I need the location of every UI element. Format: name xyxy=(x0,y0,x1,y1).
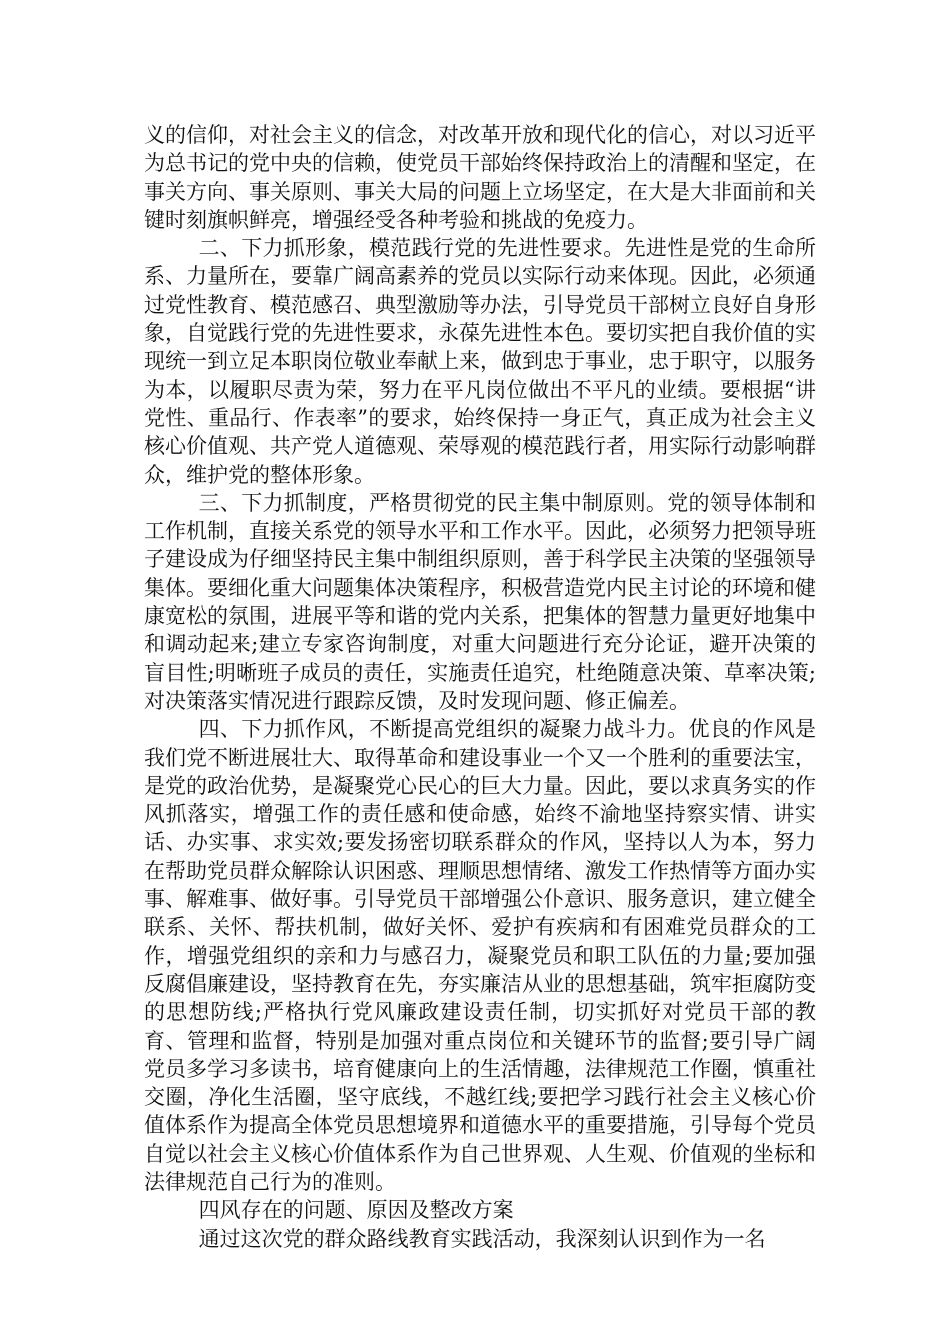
document-page xyxy=(144,121,816,1253)
section-title: 四风存在的问题、原因及整改方案 xyxy=(198,1198,514,1223)
paragraph-intro: 通过这次党的群众路线教育实践活动，我深刻认识到作为一名 xyxy=(198,1226,766,1251)
paragraph-work-style: 四、下力抓作风，不断提高党组织的凝聚力战斗力。优良的作风是我们党不断进展壮大、取得革命和建设事业一个又一个胜利的重要法宝，是党的政治优势，是凝聚党心民心的巨大力量。因此，要以求真务实的作风抓落实，增强工作的责任感和使命感，始终不渝地坚持察实情、讲实话、办实事、求实效;要发扬密切联系群众的作风，坚持以人为本，努力在帮助党员群众解除认识困惑、理顺思想情绪、激发工作热情等方面办实事、解难事、做好事。引导党员干部增强公仆意识、服务意识，建立健全联系、关怀、帮扶机制，做好关怀、爱护有疾病和有困难党员群众的工作，增强党组织的亲和力与感召力，凝聚党员和职工队伍的力量;要加强反腐倡廉建设，坚持教育在先，夯实廉洁从业的思想基础，筑牢拒腐防变的思想防线;严格执行党风廉政建设责任制，切实抓好对党员干部的教育、管理和监督，特别是加强对重点岗位和关键环节的监督;要引导广阔党员多学习多读书，培育健康向上的生活情趣，法律规范工作圈，慎重社交圈，净化生活圈，坚守底线，不越红线;要把学习践行社会主义核心价值体系作为提高全体党员思想境界和道德水平的重要措施，引导每个党员自觉以社会主义核心价值体系作为自己世界观、人生观、价值观的坐标和法律规范自己行为的准则。 xyxy=(144,717,816,1194)
paragraph-image-building: 二、下力抓形象，模范践行党的先进性要求。先进性是党的生命所系、力量所在，要靠广阔高素养的党员以实际行动来体现。因此，必须通过党性教育、模范感召、典型激励等办法，引导党员干部树立良好自身形象，自觉践行党的先进性要求，永葆先进性本色。要切实把自我价值的实现统一到立足本职岗位敬业奉献上来，做到忠于事业，忠于职守，以服务为本，以履职尽责为荣，努力在平凡岗位做出不平凡的业绩。要根据“讲党性、重品行、作表率”的要求，始终保持一身正气，真正成为社会主义核心价值观、共产党人道德观、荣辱观的模范践行者，用实际行动影响群众，维护党的整体形象。 xyxy=(144,236,816,487)
paragraph-system-building: 三、下力抓制度，严格贯彻党的民主集中制原则。党的领导体制和工作机制，直接关系党的领导水平和工作水平。因此，必须努力把领导班子建设成为仔细坚持民主集中制组织原则，善于科学民主决策的坚强领导集体。要细化重大问题集体决策程序，积极营造党内民主讨论的环境和健康宽松的氛围，进展平等和谐的党内关系，把集体的智慧力量更好地集中和调动起来;建立专家咨询制度，对重大问题进行充分论证，避开决策的盲目性;明晰班子成员的责任，实施责任追究，杜绝随意决策、草率决策;对决策落实情况进行跟踪反馈，及时发现问题、修正偏差。 xyxy=(144,490,816,713)
paragraph-ideals-continuation: 义的信仰，对社会主义的信念，对改革开放和现代化的信心，对以习近平为总书记的党中央的信赖，使党员干部始终保持政治上的清醒和坚定，在事关方向、事关原则、事关大局的问题上立场坚定，在大是大非面前和关键时刻旗帜鲜亮，增强经受各种考验和挑战的免疫力。 xyxy=(144,123,816,232)
